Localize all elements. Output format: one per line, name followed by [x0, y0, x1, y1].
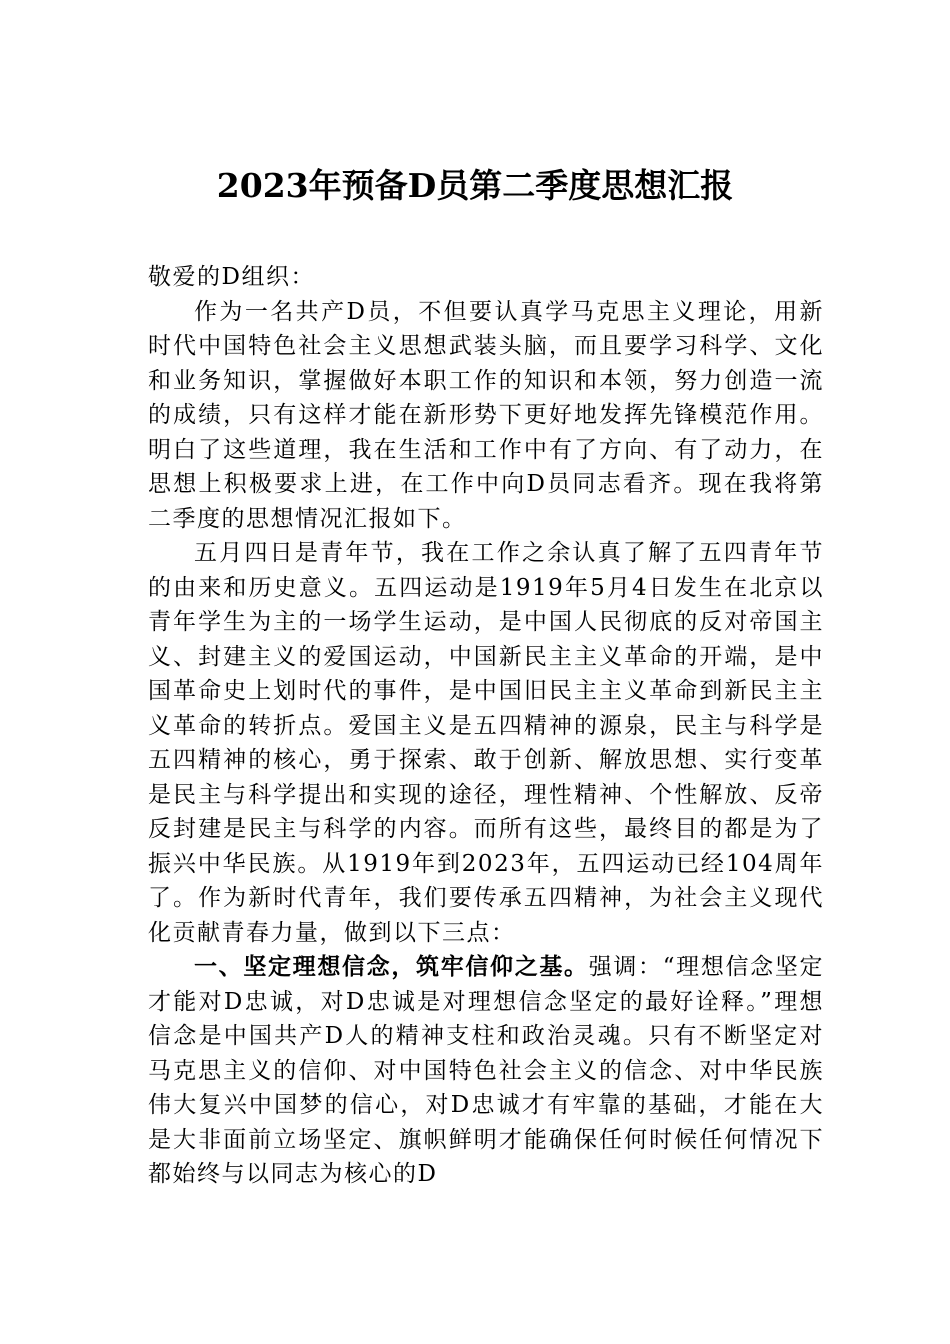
paragraph-text: 五月四日是青年节，我在工作之余认真了解了五四青年节的由来和历史意义。五四运动是1919年5月4日发生在北京以青年学生为主的一场学生运动，是中国人民彻底的反对帝国主义、封建主义的爱国运动，中国新民主主义革命的开端，是中国革命史上划时代的事件，是中国旧民主主义革命到新民主主义革命的转折点。爱国主义是五四精神的源泉，民主与科学是五四精神的核心，勇于探索、敢于创新、解放思想、实行变革是民主与科学提出和实现的途径，理性精神、个性解放、反帝反封建是民主与科学的内容。而所有这些，最终目的都是为了振兴中华民族。从1919年到2023年，五四运动已经104周年了。作为新时代青年，我们要传承五四精神，为社会主义现代化贡献青春力量，做到以下三点： [148, 540, 824, 946]
paragraph-text: 作为一名共产D员，不但要认真学马克思主义理论，用新时代中国特色社会主义思想武装头脑，而且要学习科学、文化和业务知识，掌握做好本职工作的知识和本领，努力创造一流的成绩，只有这样才能在新形势下更好地发挥先锋模范作用。明白了这些道理，我在生活和工作中有了方向、有了动力，在思想上积极要求上进，在工作中向D员同志看齐。现在我将第二季度的思想情况汇报如下。 [148, 298, 824, 532]
document-title: 2023年预备D员第二季度思想汇报 [216, 166, 734, 205]
paragraph-text: 强调：“理想信念坚定才能对D忠诚，对D忠诚是对理想信念坚定的最好诠释。”理想信念是中国共产D人的精神支柱和政治灵魂。只有不断坚定对马克思主义的信仰、对中国特色社会主义的信念、对中华民族伟大复兴中国梦的信心，对D忠诚才有牢靠的基础，才能在大是大非面前立场坚定、旗帜鲜明才能确保任何时候任何情况下都始终与以同志为核心的D [148, 954, 825, 1187]
document-body [148, 260, 824, 1192]
paragraph-point-one [148, 950, 824, 1192]
salutation: 敬爱的D组织： [148, 264, 315, 290]
paragraph-youth-day [148, 536, 824, 950]
paragraph-intro [148, 295, 824, 537]
section-heading: 一、坚定理想信念，筑牢信仰之基。 [194, 954, 589, 980]
